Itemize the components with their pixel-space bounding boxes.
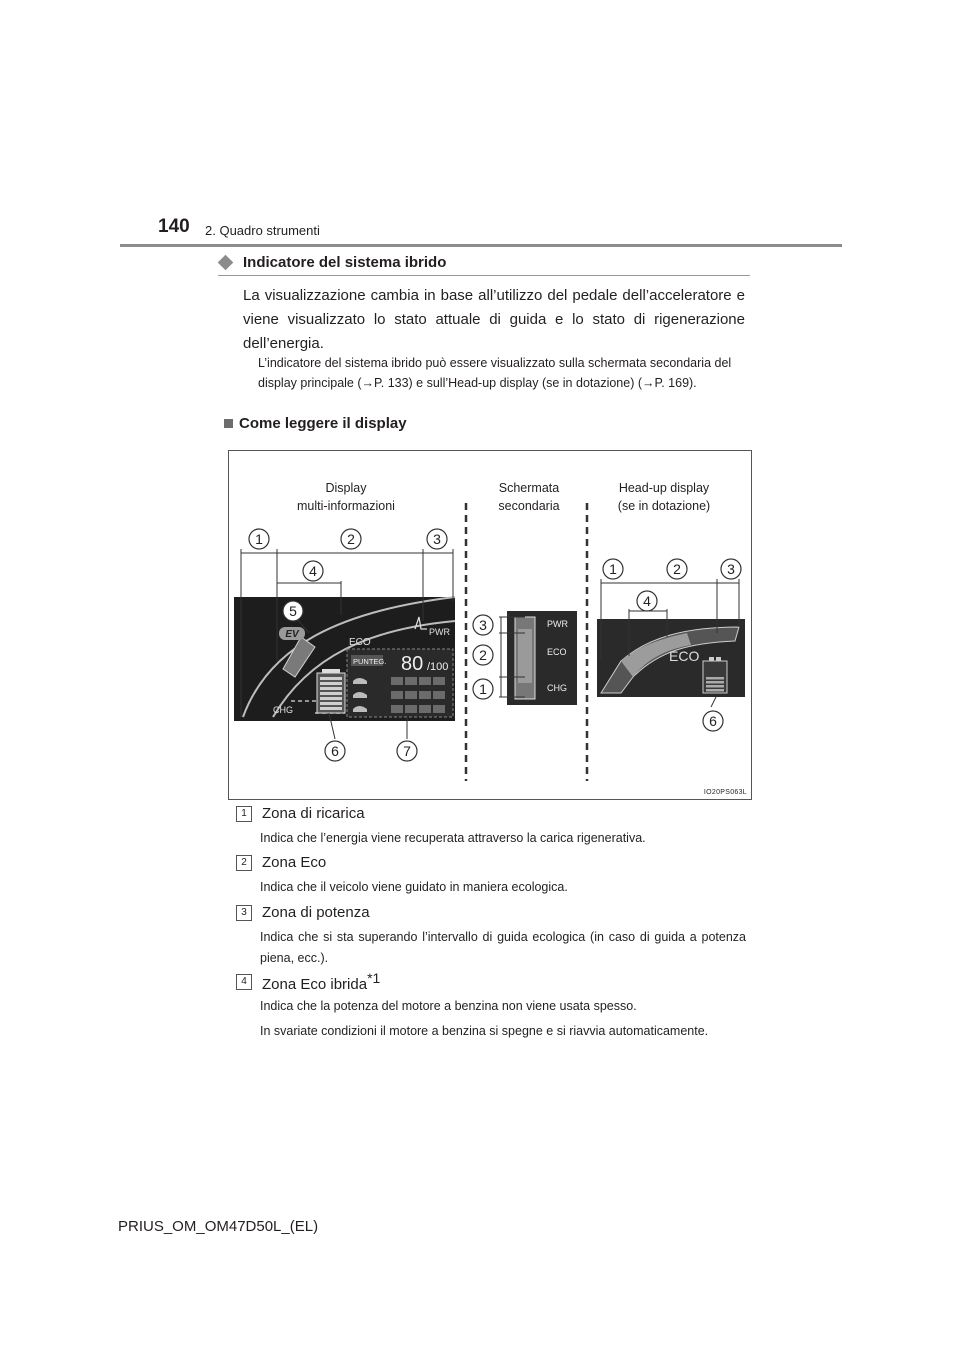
caption-secondary-screen: Schermata secondaria [498, 481, 560, 513]
item-description: Indica che l’energia viene recuperata attraverso la carica rigenerativa. [260, 831, 646, 845]
list-item [236, 904, 370, 921]
score-max: /100 [427, 661, 449, 673]
section-title-text: Indicatore del sistema ibrido [243, 254, 447, 271]
callout-number: 2 [347, 531, 355, 547]
callout-number: 4 [309, 563, 317, 579]
chg-label: CHG [273, 705, 293, 715]
item-title: Zona Eco [262, 854, 327, 871]
item-description: In svariate condizioni il motore a benzina si spegne e si riavvia automaticamente. [260, 1024, 709, 1038]
svg-text:CHG: CHG [547, 683, 567, 693]
subsection-title [224, 415, 407, 432]
figure-code: IO20PS063L [703, 789, 747, 796]
section-rule [218, 275, 750, 276]
item-number-box: 4 [236, 974, 252, 990]
diamond-bullet-icon [218, 255, 234, 271]
hud-eco-label: ECO [669, 648, 700, 664]
secondary-screen [499, 611, 577, 705]
square-bullet-icon [224, 419, 233, 428]
callout-number: 4 [643, 593, 651, 609]
page-number: 140 [158, 216, 190, 237]
svg-text:PWR: PWR [547, 619, 568, 629]
item-number-box: 2 [236, 855, 252, 871]
hud-display [597, 579, 745, 707]
item-title: Zona Eco ibrida$^{*1}$ [262, 970, 381, 993]
list-item [236, 970, 380, 993]
callout-number: 2 [479, 647, 487, 663]
intro-paragraph: La visualizzazione cambia in base all’utilizzo del pedale dell’acceleratore e viene visualizzato lo stato attuale di guida e lo stato di rigenerazione dell’energia. [243, 287, 745, 352]
callout-number: 5 [289, 603, 297, 619]
header-section-title: 2. Quadro strumenti [205, 223, 320, 238]
list-item [236, 854, 326, 871]
score-value: 80 [401, 653, 424, 675]
svg-text:ECO: ECO [547, 647, 567, 657]
note-paragraph: L’indicatore del sistema ibrido può essere visualizzato sulla schermata secondaria del display principale (→P. 133) e sull’Head-up display (se in dotazione) (→P. 169). [258, 356, 732, 390]
callout-number: 6 [709, 713, 717, 729]
footer-model-code: PRIUS_OM_OM47D50L_(EL) [118, 1218, 319, 1235]
footnote-marker: *1 [367, 970, 381, 986]
callout-number: 1 [609, 561, 617, 577]
callout-number: 2 [673, 561, 681, 577]
multi-info-display [234, 549, 455, 739]
callout-number: 6 [331, 743, 339, 759]
figure-illustration [229, 451, 751, 799]
section-title [218, 254, 446, 271]
callout-number: 1 [479, 681, 487, 697]
caption-multi-info: Display multi-informazioni [297, 481, 395, 513]
callout-number: 1 [255, 531, 263, 547]
eco-label: ECO [349, 637, 371, 648]
callout-number: 3 [479, 617, 487, 633]
list-item [236, 805, 365, 822]
item-number-box: 3 [236, 905, 252, 921]
callout-number: 7 [403, 743, 411, 759]
callout-number: 3 [727, 561, 735, 577]
item-title: Zona di ricarica [262, 805, 365, 822]
caption-hud: Head-up display (se in dotazione) [617, 481, 711, 513]
item-description: Indica che la potenza del motore a benzina non viene usata spesso. [260, 999, 637, 1013]
ev-label: EV [285, 629, 299, 640]
score-label: PUNTEG. [353, 657, 387, 666]
subsection-title-text: Come leggere il display [239, 415, 407, 432]
callout-number: 3 [433, 531, 441, 547]
hybrid-indicator-figure [228, 450, 752, 800]
item-description: Indica che si sta superando l’intervallo di guida ecologica (in caso di guida a potenza piena, ecc.). [260, 930, 746, 965]
item-number-box: 1 [236, 806, 252, 822]
pwr-label: PWR [429, 627, 450, 637]
item-description: Indica che il veicolo viene guidato in maniera ecologica. [260, 880, 568, 894]
header-rule [120, 244, 842, 247]
item-title: Zona di potenza [262, 904, 370, 921]
